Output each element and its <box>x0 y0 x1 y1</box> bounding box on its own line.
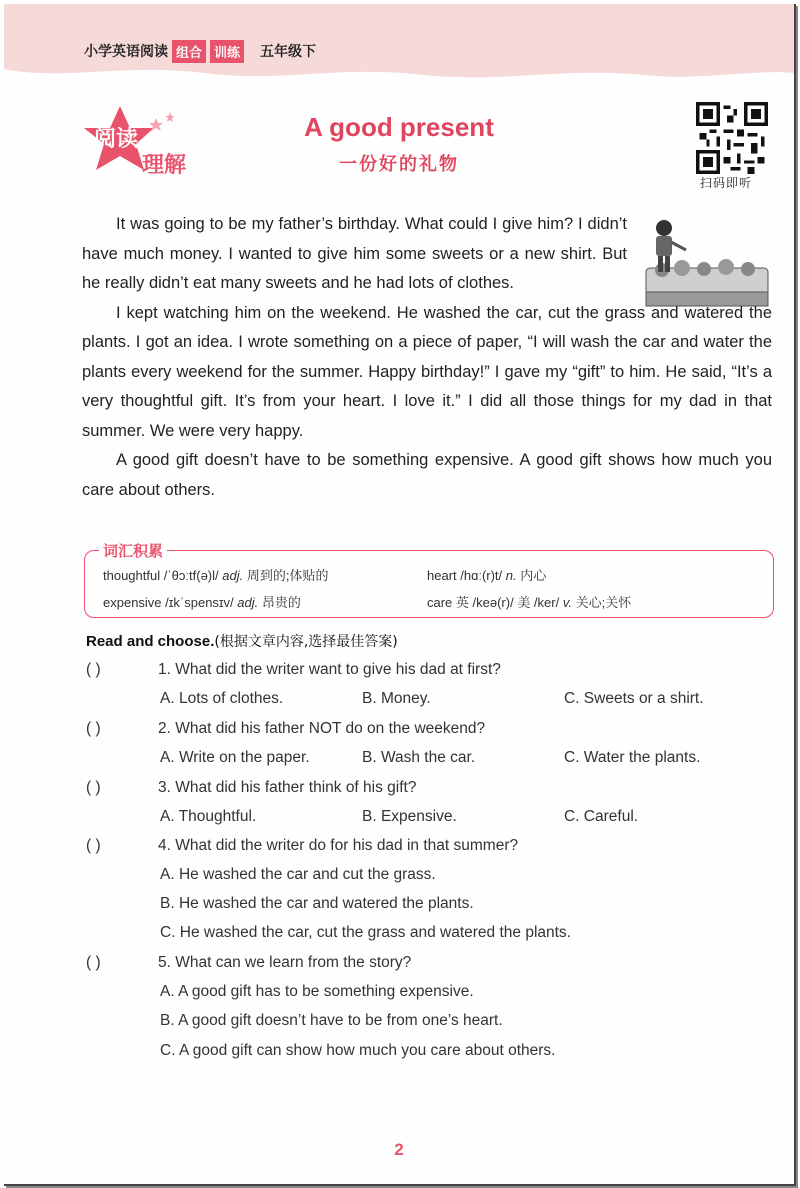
option-c: C. A good gift can show how much you care about others. <box>160 1042 556 1059</box>
vocab-item: heart /hɑː(r)t/ n. 内心 <box>427 568 547 583</box>
option-b: B. Expensive. <box>362 808 457 825</box>
question-1: ( ) 1. What did the writer want to give his dad at first? <box>86 661 501 678</box>
vocab-item: care 英 /keə(r)/ 美 /ker/ v. 关心;关怀 <box>427 595 632 610</box>
grade-label: 五年级下 <box>260 43 317 59</box>
option-c: C. Sweets or a shirt. <box>564 690 704 707</box>
option-b: B. A good gift doesn’t have to be from one’s heart. <box>160 1012 503 1029</box>
option-b: B. He washed the car and watered the plants. <box>160 895 474 912</box>
badge-line-2: 理解 <box>142 153 187 178</box>
option-c: C. Careful. <box>564 808 639 825</box>
workbook-page <box>4 4 796 1186</box>
passage-paragraph-2: I kept watching him on the weekend. He washed the car, cut the grass and watered the plants. I got an idea. I wrote something on a piece of paper, “I will wash the car and water the plants every weekend for the summer. Happy birthday!” I gave my “gift” to him. He said, “It’s a very thoughtful gift. It’s from your heart. I love it.” I did all those things for my dad in that summer. We were very happy. <box>82 303 772 440</box>
question-2: ( ) 2. What did his father NOT do on the weekend? <box>86 720 486 737</box>
answer-blank[interactable]: ( ) <box>86 779 101 796</box>
answer-blank[interactable]: ( ) <box>86 661 101 678</box>
passage-paragraph-3: A good gift doesn’t have to be something expensive. A good gift shows how much you care about others. <box>82 451 772 499</box>
option-a: A. Write on the paper. <box>160 749 310 766</box>
reading-passage <box>82 210 772 505</box>
page-subtitle: 一份好的礼物 <box>339 154 459 175</box>
option-a: A. Lots of clothes. <box>160 690 284 707</box>
vocab-item: thoughtful /ˈθɔːtf(ə)l/ adj. 周到的;体贴的 <box>103 568 329 583</box>
option-b: B. Wash the car. <box>362 749 476 766</box>
option-a: A. A good gift has to be something expensive. <box>160 983 474 1000</box>
qr-label: 扫码即听 <box>700 176 753 190</box>
option-c: C. He washed the car, cut the grass and watered the plants. <box>160 924 571 941</box>
answer-blank[interactable]: ( ) <box>86 954 101 971</box>
option-a: A. He washed the car and cut the grass. <box>160 866 436 883</box>
page-number: 2 <box>394 1140 404 1159</box>
vocabulary-title: 词汇积累 <box>99 540 167 561</box>
qr-code-icon[interactable] <box>696 102 768 174</box>
exercise-heading: Read and choose.(根据文章内容,选择最佳答案) <box>86 633 398 650</box>
vocab-item: expensive /ɪkˈspensɪv/ adj. 昂贵的 <box>103 595 301 610</box>
question-5: ( ) 5. What can we learn from the story? <box>86 954 412 971</box>
answer-blank[interactable]: ( ) <box>86 720 101 737</box>
series-tag-1: 组合 <box>172 40 206 63</box>
vocabulary-box <box>84 542 774 618</box>
series-title: 小学英语阅读 <box>84 43 168 59</box>
page-title: A good present <box>304 112 494 142</box>
question-4: ( ) 4. What did the writer do for his dad in that summer? <box>86 837 519 854</box>
option-c: C. Water the plants. <box>564 749 701 766</box>
series-header <box>84 38 316 64</box>
question-3: ( ) 3. What did his father think of his gift? <box>86 779 417 796</box>
answer-blank[interactable]: ( ) <box>86 837 101 854</box>
option-b: B. Money. <box>362 690 431 707</box>
series-tag-2: 训练 <box>210 40 244 63</box>
passage-paragraph-1: It was going to be my father’s birthday. What could I give him? I didn’t have much money. I wanted to give him some sweets or a new shirt. But he really didn’t eat many sweets and he had lots of clothes. <box>82 215 627 292</box>
option-a: A. Thoughtful. <box>160 808 257 825</box>
badge-line-1: 阅读 <box>94 127 139 152</box>
